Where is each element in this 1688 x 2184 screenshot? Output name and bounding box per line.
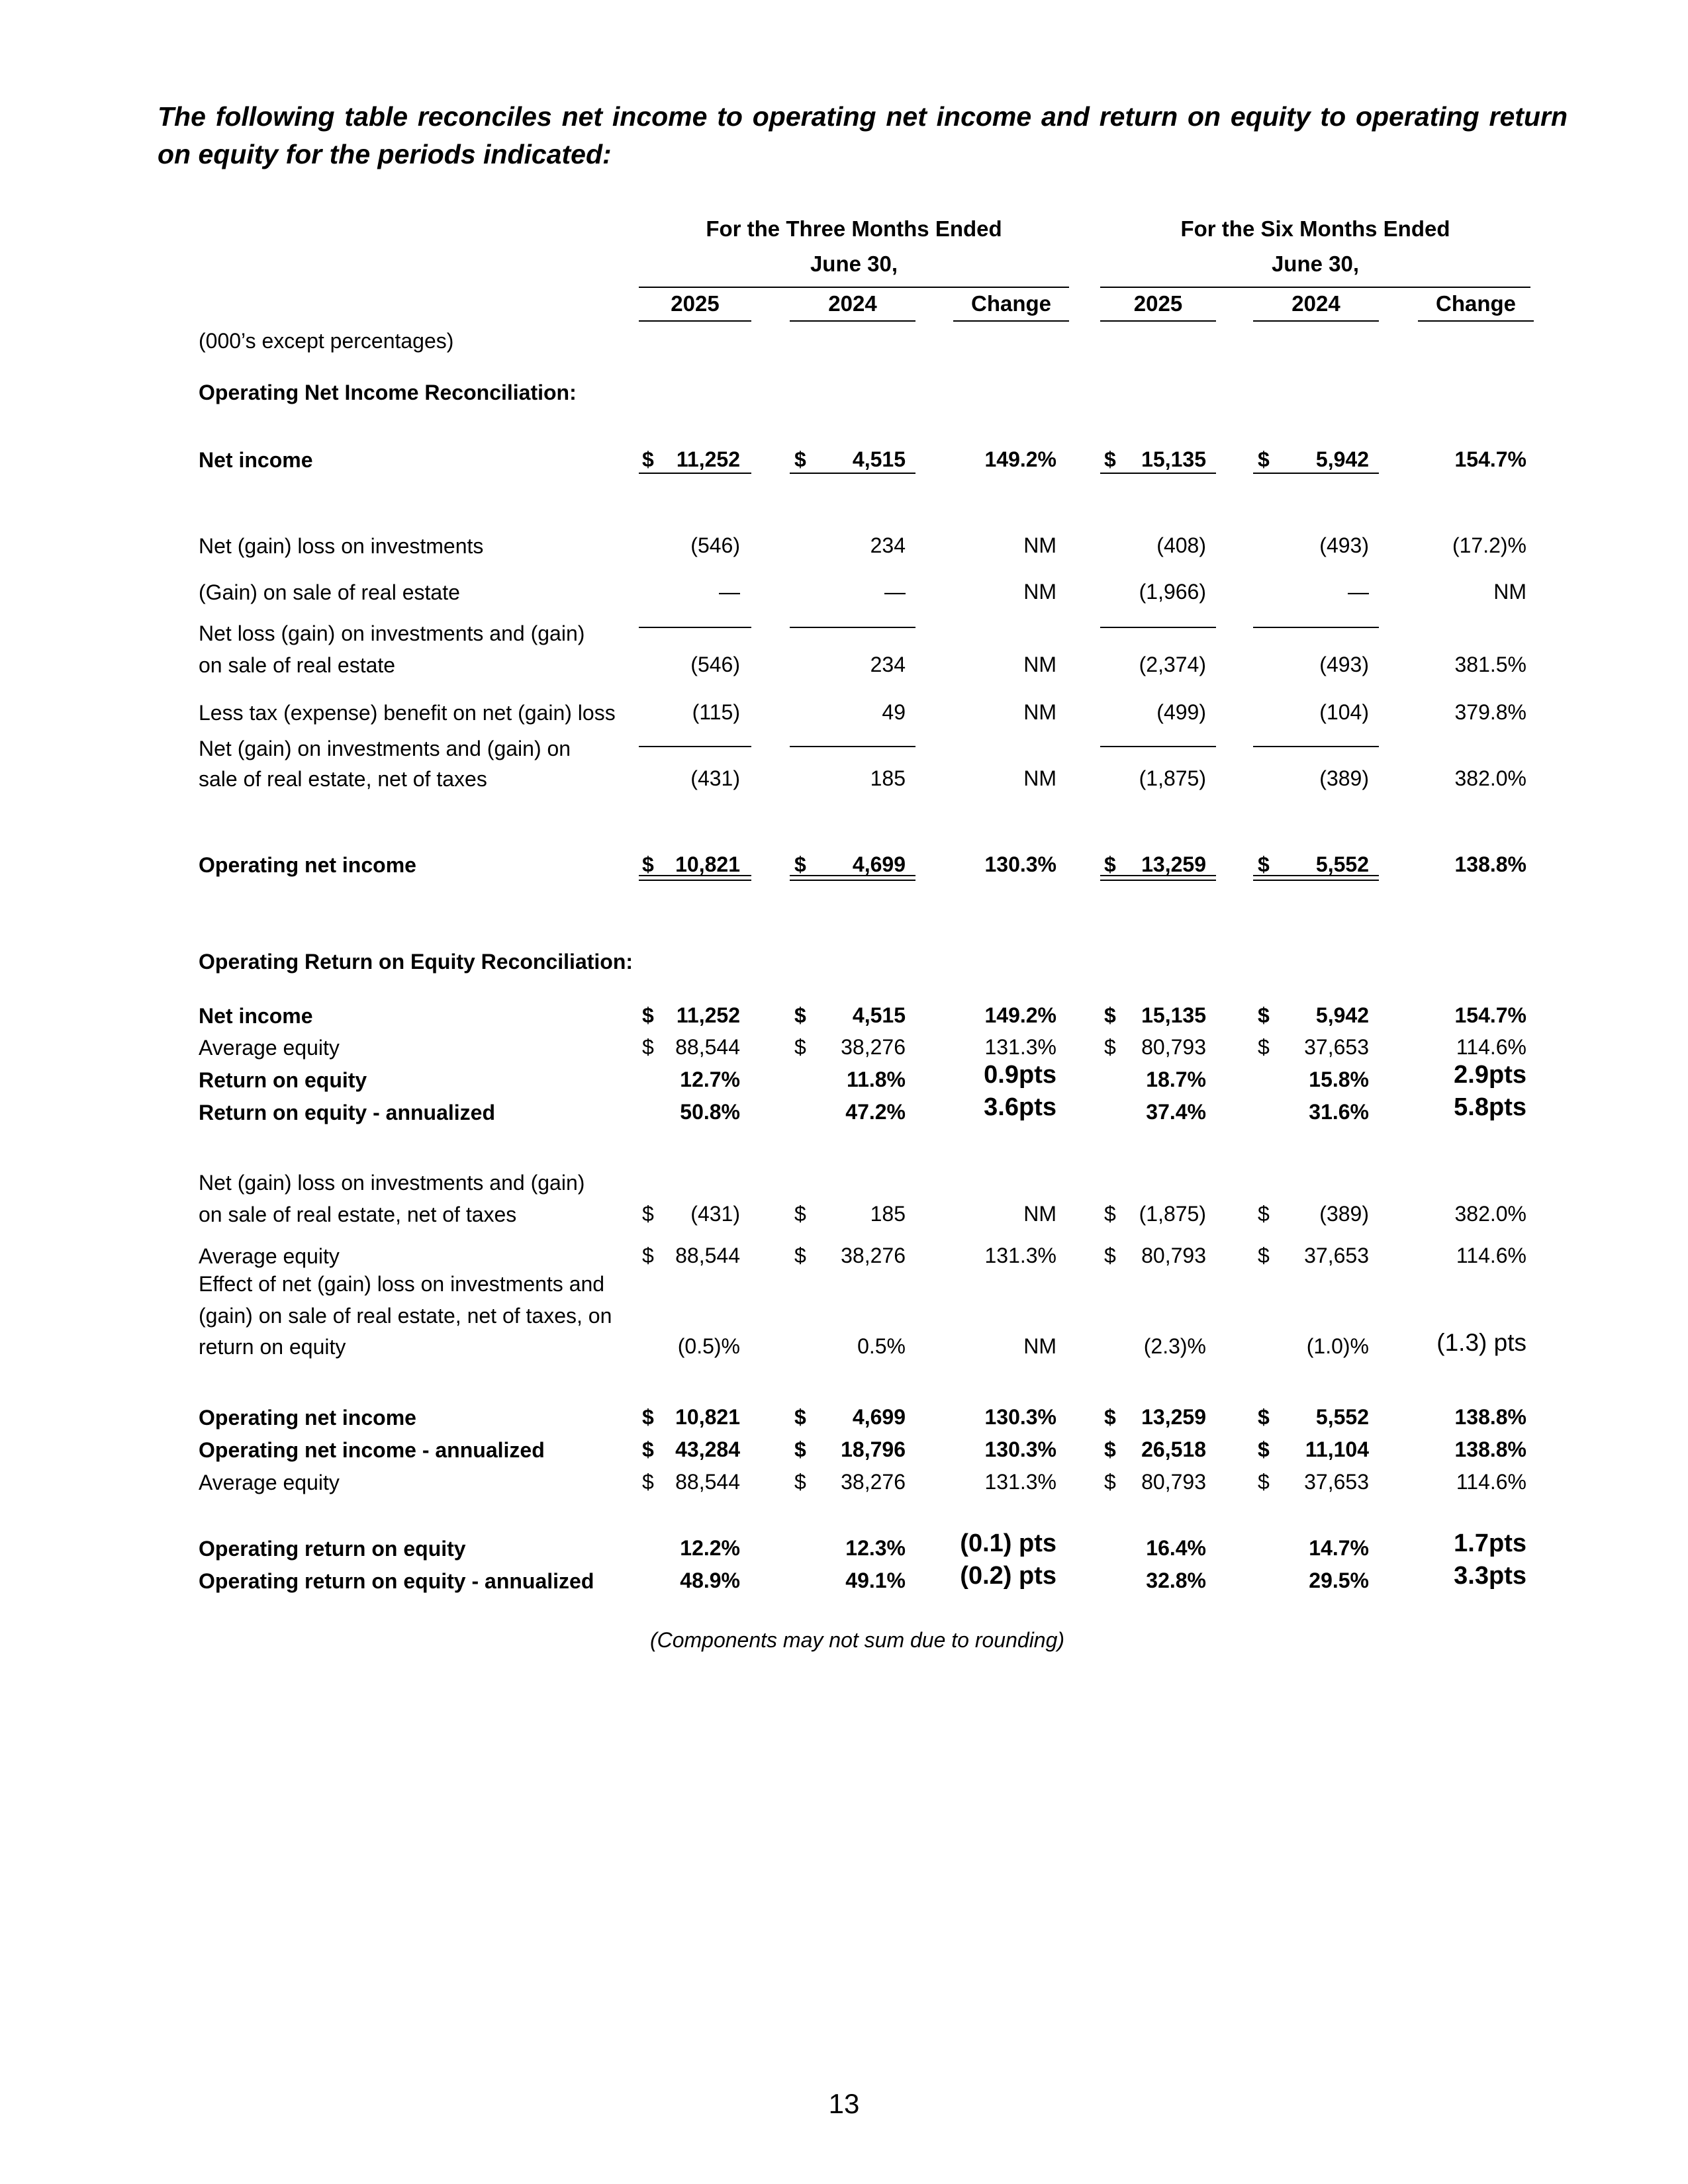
op_roe_ann-c6-ch: 3.3pts [1454, 1562, 1526, 1590]
op_net_income-label: Operating net income [199, 853, 416, 877]
op_net_income_2-c3-25: 10,821 [675, 1405, 740, 1429]
net_loss_combined-c3-25: (546) [690, 653, 740, 676]
avg_equity_1-c3-25-currency: $ [642, 1035, 654, 1059]
net_gain_after_tax_2-c3-24-currency: $ [794, 1202, 806, 1226]
col-header-6m-2024: 2024 [1291, 291, 1340, 316]
effect-c3-25: (0.5)% [677, 1334, 740, 1358]
op_net_income_2-c3-24-currency: $ [794, 1405, 806, 1429]
gain_real_estate-c3-25: — [719, 580, 740, 604]
op_net_income_ann-c6-24-currency: $ [1258, 1437, 1270, 1461]
units-label: (000’s except percentages) [199, 329, 454, 353]
net_gain_loss_inv-c6-25: (408) [1156, 533, 1206, 557]
op_net_income_2-c6-24: 5,552 [1315, 1405, 1369, 1429]
op_roe-c6-25: 16.4% [1146, 1536, 1206, 1560]
less_tax-c3-25: (115) [692, 700, 740, 724]
roe-c3-25: 12.7% [680, 1068, 740, 1091]
net_gain_after_tax-label-1: Net (gain) on investments and (gain) on [199, 737, 571, 760]
net_loss_combined-label-2: on sale of real estate [199, 653, 396, 677]
op_net_income_2-c6-25: 13,259 [1141, 1405, 1206, 1429]
roe_net_income-c3-25: 11,252 [676, 1003, 740, 1027]
op_net_income-c6-25: 13,259 [1141, 852, 1206, 876]
avg_equity_1-c3-ch: 131.3% [984, 1035, 1056, 1059]
avg_equity_2-c6-25: 80,793 [1141, 1244, 1206, 1267]
col-header-3m-2025: 2025 [671, 291, 720, 316]
six-months-header: For the Six Months Ended [1180, 216, 1450, 241]
op_roe-c3-24: 12.3% [845, 1536, 906, 1560]
six-months-rule [1100, 287, 1530, 288]
net_income-c6-ch: 154.7% [1454, 447, 1526, 471]
net_gain_after_tax-c6-24: (389) [1319, 766, 1369, 790]
op_net_income-double-rule-c6-24 [1253, 875, 1379, 881]
gain_real_estate-rule-c3-25 [639, 627, 751, 628]
avg_equity_2-c6-24: 37,653 [1304, 1244, 1369, 1267]
op_net_income_ann-c6-25-currency: $ [1104, 1437, 1116, 1461]
op_net_income_ann-c3-ch: 130.3% [984, 1437, 1056, 1461]
col-rule-3m-2024 [790, 320, 915, 322]
less_tax-c6-ch: 379.8% [1454, 700, 1526, 724]
net_gain_loss_inv-c6-ch: (17.2)% [1452, 533, 1526, 557]
avg_equity_2-c3-24: 38,276 [841, 1244, 906, 1267]
op_net_income-c6-25-currency: $ [1104, 852, 1116, 876]
net_gain_loss_inv-c6-24: (493) [1319, 533, 1369, 557]
net_income-label: Net income [199, 448, 313, 472]
avg_equity_1-c6-24: 37,653 [1304, 1035, 1369, 1059]
net_income-c3-24-currency: $ [794, 447, 806, 471]
effect-c6-24: (1.0)% [1306, 1334, 1369, 1358]
op_net_income-c6-24-currency: $ [1258, 852, 1270, 876]
net_income-c3-24: 4,515 [852, 447, 906, 471]
roe_net_income-c3-25-currency: $ [642, 1003, 654, 1027]
net_gain_after_tax-c3-24: 185 [870, 766, 906, 790]
less_tax-c6-25: (499) [1156, 700, 1206, 724]
section-op-roe: Operating Return on Equity Reconciliation: [199, 950, 633, 974]
op_net_income_ann-c3-25: 43,284 [675, 1437, 740, 1461]
op_net_income-c6-ch: 138.8% [1454, 852, 1526, 876]
op_net_income_ann-c3-24-currency: $ [794, 1437, 806, 1461]
op_roe-c3-25: 12.2% [680, 1536, 740, 1560]
gain_real_estate-rule-c6-24 [1253, 627, 1379, 628]
net_gain_after_tax_2-c3-ch: NM [1023, 1202, 1056, 1226]
avg_equity_3-c3-ch: 131.3% [984, 1470, 1056, 1494]
avg_equity_2-c3-25: 88,544 [675, 1244, 740, 1267]
roe_net_income-c3-24-currency: $ [794, 1003, 806, 1027]
roe_ann-c6-25: 37.4% [1146, 1100, 1206, 1124]
avg_equity_2-c3-24-currency: $ [794, 1244, 806, 1267]
net_income-c6-25-currency: $ [1104, 447, 1116, 471]
col-header-3m-2024: 2024 [828, 291, 877, 316]
op_net_income-c3-25-currency: $ [642, 852, 654, 876]
net_gain_after_tax_2-c6-25-currency: $ [1104, 1202, 1116, 1226]
avg_equity_3-c3-24: 38,276 [841, 1470, 906, 1494]
op_roe-c6-ch: 1.7pts [1454, 1529, 1526, 1557]
op_roe_ann-c3-ch: (0.2) pts [960, 1562, 1056, 1590]
avg_equity_1-c6-25: 80,793 [1141, 1035, 1206, 1059]
avg_equity_3-c6-24: 37,653 [1304, 1470, 1369, 1494]
net_income-c6-25: 15,135 [1141, 447, 1206, 471]
net_gain_after_tax_2-c6-24: (389) [1319, 1202, 1369, 1226]
net_gain_loss_inv-label: Net (gain) loss on investments [199, 534, 484, 558]
col-header-3m-change: Change [970, 291, 1051, 316]
op_roe-label: Operating return on equity [199, 1537, 466, 1561]
net_income-underline-c3-24 [790, 473, 915, 474]
intro-paragraph: The following table reconciles net income to operating net income and return on equity to operating return on equity for the periods indicated: [158, 101, 1568, 169]
net_gain_after_tax_2-c3-24: 185 [870, 1202, 906, 1226]
avg_equity_3-label: Average equity [199, 1471, 340, 1494]
net_gain_after_tax_2-c6-ch: 382.0% [1454, 1202, 1526, 1226]
net_gain_loss_inv-c3-25: (546) [690, 533, 740, 557]
avg_equity_1-c3-25: 88,544 [675, 1035, 740, 1059]
op_roe_ann-c3-25: 48.9% [680, 1569, 740, 1592]
avg_equity_1-c6-ch: 114.6% [1456, 1035, 1526, 1059]
roe-c6-24: 15.8% [1309, 1068, 1369, 1091]
avg_equity_2-c3-ch: 131.3% [984, 1244, 1056, 1267]
net_loss_combined-c3-24: 234 [870, 653, 906, 676]
section-op-net-income: Operating Net Income Reconciliation: [199, 381, 577, 404]
roe_ann-c3-25: 50.8% [680, 1100, 740, 1124]
col-rule-6m-change [1418, 320, 1534, 322]
op_net_income-double-rule-c6-25 [1100, 875, 1216, 881]
col-rule-3m-change [953, 320, 1069, 322]
net_gain_after_tax_2-c6-24-currency: $ [1258, 1202, 1270, 1226]
net_gain_loss_inv-c3-ch: NM [1023, 533, 1056, 557]
net_gain_after_tax-c3-ch: NM [1023, 766, 1056, 790]
three-months-june: June 30, [810, 251, 898, 276]
net_loss_combined-label-1: Net loss (gain) on investments and (gain) [199, 621, 585, 645]
roe-label: Return on equity [199, 1068, 367, 1092]
avg_equity_2-c6-25-currency: $ [1104, 1244, 1116, 1267]
col-rule-6m-2025 [1100, 320, 1216, 322]
roe_net_income-c6-25-currency: $ [1104, 1003, 1116, 1027]
effect-label-1: Effect of net (gain) loss on investments and [199, 1272, 605, 1296]
col-rule-3m-2025 [639, 320, 751, 322]
less_tax-rule-c3-25 [639, 746, 751, 747]
op_net_income_2-c3-24: 4,699 [852, 1405, 906, 1429]
net_income-c3-25-currency: $ [642, 447, 654, 471]
net_income-c6-24-currency: $ [1258, 447, 1270, 471]
roe_ann-c3-ch: 3.6pts [984, 1093, 1056, 1121]
net_gain_after_tax-c6-25: (1,875) [1139, 766, 1206, 790]
col-header-6m-change: Change [1435, 291, 1516, 316]
op_roe-c3-ch: (0.1) pts [960, 1529, 1056, 1557]
gain_real_estate-label: (Gain) on sale of real estate [199, 580, 460, 604]
effect-label-3: return on equity [199, 1335, 346, 1359]
six-months-june: June 30, [1271, 251, 1360, 276]
net_income-underline-c6-25 [1100, 473, 1216, 474]
less_tax-c6-24: (104) [1319, 700, 1369, 724]
op_net_income_2-c6-24-currency: $ [1258, 1405, 1270, 1429]
op_roe_ann-c3-24: 49.1% [845, 1569, 906, 1592]
op_net_income_ann-c3-24: 18,796 [841, 1437, 906, 1461]
rounding-note: (Components may not sum due to rounding) [649, 1628, 1065, 1652]
net_loss_combined-c6-24: (493) [1319, 653, 1369, 676]
op_net_income_ann-c6-ch: 138.8% [1454, 1437, 1526, 1461]
roe_ann-label: Return on equity - annualized [199, 1101, 496, 1124]
net_gain_after_tax-c3-25: (431) [690, 766, 740, 790]
avg_equity_1-c6-24-currency: $ [1258, 1035, 1270, 1059]
op_net_income_2-label: Operating net income [199, 1406, 416, 1430]
roe_net_income-c3-ch: 149.2% [984, 1003, 1056, 1027]
avg_equity_1-c3-24: 38,276 [841, 1035, 906, 1059]
three-months-header: For the Three Months Ended [706, 216, 1002, 241]
less_tax-rule-c6-25 [1100, 746, 1216, 747]
effect-label-2: (gain) on sale of real estate, net of taxes, on [199, 1304, 612, 1328]
roe-c3-ch: 0.9pts [984, 1061, 1056, 1089]
less_tax-label: Less tax (expense) benefit on net (gain) loss [199, 701, 616, 725]
three-months-rule [639, 287, 1069, 288]
op_net_income_ann-c3-25-currency: $ [642, 1437, 654, 1461]
effect-c3-ch: NM [1023, 1334, 1056, 1358]
op_net_income_ann-c6-24: 11,104 [1305, 1437, 1369, 1461]
roe_net_income-c6-24: 5,942 [1315, 1003, 1369, 1027]
gain_real_estate-c3-24: — [884, 580, 906, 604]
roe_net_income-c6-25: 15,135 [1141, 1003, 1206, 1027]
roe_ann-c6-ch: 5.8pts [1454, 1093, 1526, 1121]
net_income-c6-24: 5,942 [1315, 447, 1369, 471]
avg_equity_2-c3-25-currency: $ [642, 1244, 654, 1267]
net_gain_loss_inv-c3-24: 234 [870, 533, 906, 557]
net_income-c3-25: 11,252 [676, 447, 740, 471]
op_net_income-c6-24: 5,552 [1315, 852, 1369, 876]
net_income-c3-ch: 149.2% [984, 447, 1056, 471]
op_net_income-double-rule-c3-24 [790, 875, 915, 881]
effect-c6-ch: (1.3) pts [1436, 1329, 1526, 1356]
net_gain_after_tax-label-2: sale of real estate, net of taxes [199, 767, 487, 791]
page-number: 13 [828, 2088, 860, 2119]
gain_real_estate-c6-ch: NM [1493, 580, 1526, 604]
roe_net_income-c6-ch: 154.7% [1454, 1003, 1526, 1027]
effect-c6-25: (2.3)% [1143, 1334, 1206, 1358]
op_net_income-double-rule-c3-25 [639, 875, 751, 881]
op_roe-c6-24: 14.7% [1309, 1536, 1369, 1560]
avg_equity_1-c3-24-currency: $ [794, 1035, 806, 1059]
avg_equity_3-c6-24-currency: $ [1258, 1470, 1270, 1494]
avg_equity_2-c6-24-currency: $ [1258, 1244, 1270, 1267]
avg_equity_2-label: Average equity [199, 1244, 340, 1268]
avg_equity_1-label: Average equity [199, 1036, 340, 1060]
op_net_income-c3-24-currency: $ [794, 852, 806, 876]
op_net_income_2-c6-ch: 138.8% [1454, 1405, 1526, 1429]
gain_real_estate-rule-c6-25 [1100, 627, 1216, 628]
col-header-6m-2025: 2025 [1133, 291, 1183, 316]
less_tax-rule-c3-24 [790, 746, 915, 747]
net_income-underline-c3-25 [639, 473, 751, 474]
roe-c6-ch: 2.9pts [1454, 1061, 1526, 1089]
net_gain_after_tax_2-c3-25-currency: $ [642, 1202, 654, 1226]
op_net_income-c3-ch: 130.3% [984, 852, 1056, 876]
net_gain_after_tax_2-label-1: Net (gain) loss on investments and (gain) [199, 1171, 585, 1195]
roe_net_income-label: Net income [199, 1004, 313, 1028]
net_gain_after_tax-c6-ch: 382.0% [1454, 766, 1526, 790]
op_net_income_2-c3-ch: 130.3% [984, 1405, 1056, 1429]
op_roe_ann-label: Operating return on equity - annualized [199, 1569, 594, 1593]
net_income-underline-c6-24 [1253, 473, 1379, 474]
roe-c3-24: 11.8% [847, 1068, 906, 1091]
gain_real_estate-c6-24: — [1348, 580, 1369, 604]
effect-c3-24: 0.5% [857, 1334, 906, 1358]
less_tax-c3-ch: NM [1023, 700, 1056, 724]
op_net_income_2-c6-25-currency: $ [1104, 1405, 1116, 1429]
avg_equity_3-c6-ch: 114.6% [1456, 1470, 1526, 1494]
op_net_income_2-c3-25-currency: $ [642, 1405, 654, 1429]
avg_equity_2-c6-ch: 114.6% [1456, 1244, 1526, 1267]
net_loss_combined-c3-ch: NM [1023, 653, 1056, 676]
roe_ann-c3-24: 47.2% [845, 1100, 906, 1124]
op_net_income_ann-label: Operating net income - annualized [199, 1438, 545, 1462]
avg_equity_3-c6-25-currency: $ [1104, 1470, 1116, 1494]
op_roe_ann-c6-25: 32.8% [1146, 1569, 1206, 1592]
avg_equity_3-c6-25: 80,793 [1141, 1470, 1206, 1494]
net_gain_after_tax_2-c6-25: (1,875) [1139, 1202, 1206, 1226]
roe_ann-c6-24: 31.6% [1309, 1100, 1369, 1124]
op_roe_ann-c6-24: 29.5% [1309, 1569, 1369, 1592]
avg_equity_1-c6-25-currency: $ [1104, 1035, 1116, 1059]
avg_equity_3-c3-25: 88,544 [675, 1470, 740, 1494]
gain_real_estate-rule-c3-24 [790, 627, 915, 628]
op_net_income_ann-c6-25: 26,518 [1141, 1437, 1206, 1461]
net_gain_after_tax_2-c3-25: (431) [690, 1202, 740, 1226]
roe_net_income-c6-24-currency: $ [1258, 1003, 1270, 1027]
gain_real_estate-c6-25: (1,966) [1139, 580, 1206, 604]
net_loss_combined-c6-25: (2,374) [1139, 653, 1206, 676]
less_tax-rule-c6-24 [1253, 746, 1379, 747]
gain_real_estate-c3-ch: NM [1023, 580, 1056, 604]
less_tax-c3-24: 49 [882, 700, 906, 724]
op_net_income-c3-24: 4,699 [852, 852, 906, 876]
col-rule-6m-2024 [1253, 320, 1379, 322]
avg_equity_3-c3-24-currency: $ [794, 1470, 806, 1494]
avg_equity_3-c3-25-currency: $ [642, 1470, 654, 1494]
op_net_income-c3-25: 10,821 [675, 852, 740, 876]
roe_net_income-c3-24: 4,515 [852, 1003, 906, 1027]
roe-c6-25: 18.7% [1146, 1068, 1206, 1091]
net_gain_after_tax_2-label-2: on sale of real estate, net of taxes [199, 1203, 517, 1226]
net_loss_combined-c6-ch: 381.5% [1454, 653, 1526, 676]
